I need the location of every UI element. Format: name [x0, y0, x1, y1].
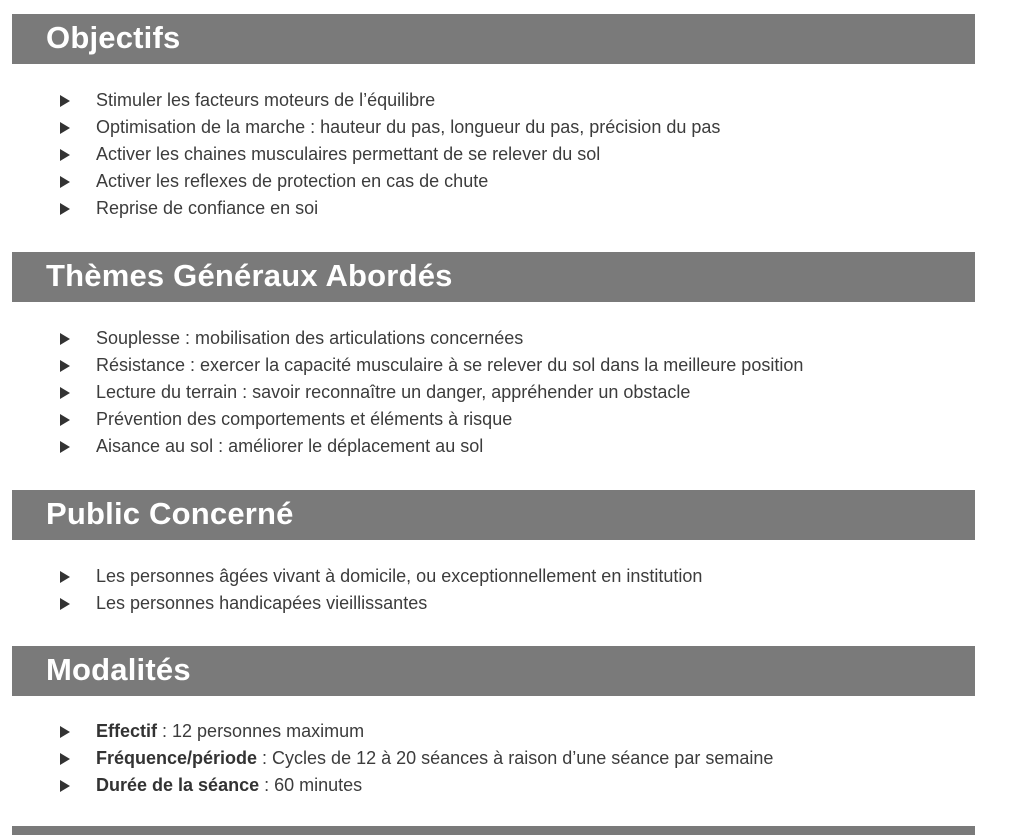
- bullet-list-objectifs: [58, 87, 720, 222]
- list-item: [58, 433, 803, 460]
- section-header-partial: [12, 826, 975, 835]
- triangle-right-icon: [60, 571, 70, 583]
- triangle-right-icon: [60, 780, 70, 792]
- section-header-public: [12, 490, 975, 540]
- list-item-text: : Cycles de 12 à 20 séances à raison d’une séance par semaine: [257, 748, 774, 768]
- list-item-text: Les personnes âgées vivant à domicile, ou exceptionnellement en institution: [96, 566, 703, 586]
- list-item-text: Lecture du terrain : savoir reconnaître un danger, appréhender un obstacle: [96, 382, 691, 402]
- list-item: [58, 590, 702, 617]
- list-item-label: Effectif: [96, 721, 158, 741]
- list-item: [58, 772, 773, 799]
- triangle-right-icon: [60, 176, 70, 188]
- list-item: [58, 745, 773, 772]
- triangle-right-icon: [60, 753, 70, 765]
- triangle-right-icon: [60, 360, 70, 372]
- list-item: [58, 718, 773, 745]
- list-item-text: Activer les reflexes de protection en cas de chute: [96, 171, 489, 191]
- list-item-label: Durée de la séance: [96, 775, 260, 795]
- triangle-right-icon: [60, 203, 70, 215]
- triangle-right-icon: [60, 598, 70, 610]
- list-item: [58, 168, 720, 195]
- list-item: [58, 195, 720, 222]
- list-item: [58, 379, 803, 406]
- triangle-right-icon: [60, 387, 70, 399]
- section-title: Public Concerné: [46, 496, 294, 531]
- bullet-list-public: [58, 563, 702, 617]
- list-item: [58, 114, 720, 141]
- list-item: [58, 87, 720, 114]
- section-title: Thèmes Généraux Abordés: [46, 258, 453, 293]
- triangle-right-icon: [60, 149, 70, 161]
- list-item: [58, 406, 803, 433]
- list-item-text: Reprise de confiance en soi: [96, 198, 319, 218]
- list-item-text: Résistance : exercer la capacité musculaire à se relever du sol dans la meilleure position: [96, 355, 804, 375]
- section-title: Modalités: [46, 652, 191, 687]
- triangle-right-icon: [60, 441, 70, 453]
- list-item-text: Prévention des comportements et éléments à risque: [96, 409, 513, 429]
- list-item: [58, 325, 803, 352]
- triangle-right-icon: [60, 122, 70, 134]
- triangle-right-icon: [60, 95, 70, 107]
- bullet-list-themes: [58, 325, 803, 460]
- bullet-list-modalites: [58, 718, 773, 799]
- list-item: [58, 352, 803, 379]
- list-item-text: Les personnes handicapées vieillissantes: [96, 593, 428, 613]
- list-item-text: : 60 minutes: [259, 775, 363, 795]
- triangle-right-icon: [60, 414, 70, 426]
- list-item: [58, 563, 702, 590]
- list-item-text: Optimisation de la marche : hauteur du pas, longueur du pas, précision du pas: [96, 117, 721, 137]
- section-header-modalites: [12, 646, 975, 696]
- triangle-right-icon: [60, 333, 70, 345]
- list-item: [58, 141, 720, 168]
- list-item-text: Aisance au sol : améliorer le déplacement au sol: [96, 436, 484, 456]
- section-header-objectifs: [12, 14, 975, 64]
- section-title: Objectifs: [46, 20, 181, 55]
- list-item-text: Stimuler les facteurs moteurs de l’équilibre: [96, 90, 436, 110]
- triangle-right-icon: [60, 726, 70, 738]
- section-header-themes: [12, 252, 975, 302]
- list-item-label: Fréquence/période: [96, 748, 258, 768]
- list-item-text: Souplesse : mobilisation des articulations concernées: [96, 328, 524, 348]
- list-item-text: : 12 personnes maximum: [157, 721, 365, 741]
- list-item-text: Activer les chaines musculaires permettant de se relever du sol: [96, 144, 601, 164]
